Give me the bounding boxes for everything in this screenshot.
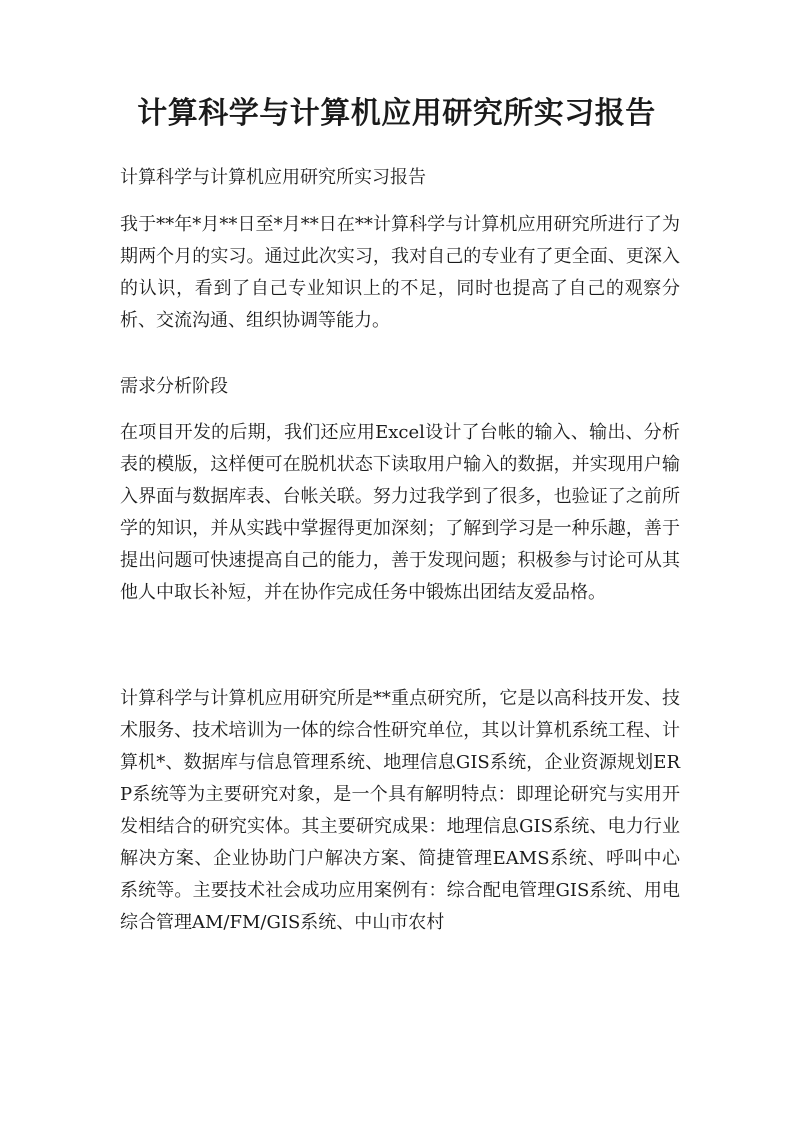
paragraph-institute: 计算科学与计算机应用研究所是**重点研究所，它是以高科技开发、技术服务、技术培训为一体的综合性研究单位，其以计算机系统工程、计算机*、数据库与信息管理系统、地理信息GIS系统，企业资源规划ERP系统等为主要研究对象，是一个具有解明特点：即理论研究与实用开发相结合的研究实体。其主要研究成果：地理信息GIS系统、电力行业解决方案、企业协助门户解决方案、简捷管理EAMS系统、呼叫中心系统等。主要技术社会成功应用案例有：综合配电管理GIS系统、用电综合管理AM/FM/GIS系统、中山市农村 (120, 688, 680, 933)
section-heading: 需求分析阶段 (120, 376, 228, 397)
paragraph-requirements: 在项目开发的后期，我们还应用Excel设计了台帐的输入、输出、分析表的模版，这样便可在脱机状态下读取用户输入的数据，并实现用户输入界面与数据库表、台帐关联。努力过我学到了很多，也验证了之前所学的知识，并从实践中掌握得更加深刻；了解到学习是一种乐趣，善于提出问题可快速提高自己的能力，善于发现问题；积极参与讨论可从其他人中取长补短，并在协作完成任务中锻炼出团结友爱品格。 (120, 422, 680, 603)
document-title: 计算科学与计算机应用研究所实习报告 (137, 96, 656, 131)
document-subtitle: 计算科学与计算机应用研究所实习报告 (120, 167, 426, 188)
paragraph-intro: 我于**年*月**日至*月**日在**计算科学与计算机应用研究所进行了为期两个月的实习。通过此次实习，我对自己的专业有了更全面、更深入的认识，看到了自己专业知识上的不足，同时也提高了自己的观察分析、交流沟通、组织协调等能力。 (120, 214, 680, 331)
